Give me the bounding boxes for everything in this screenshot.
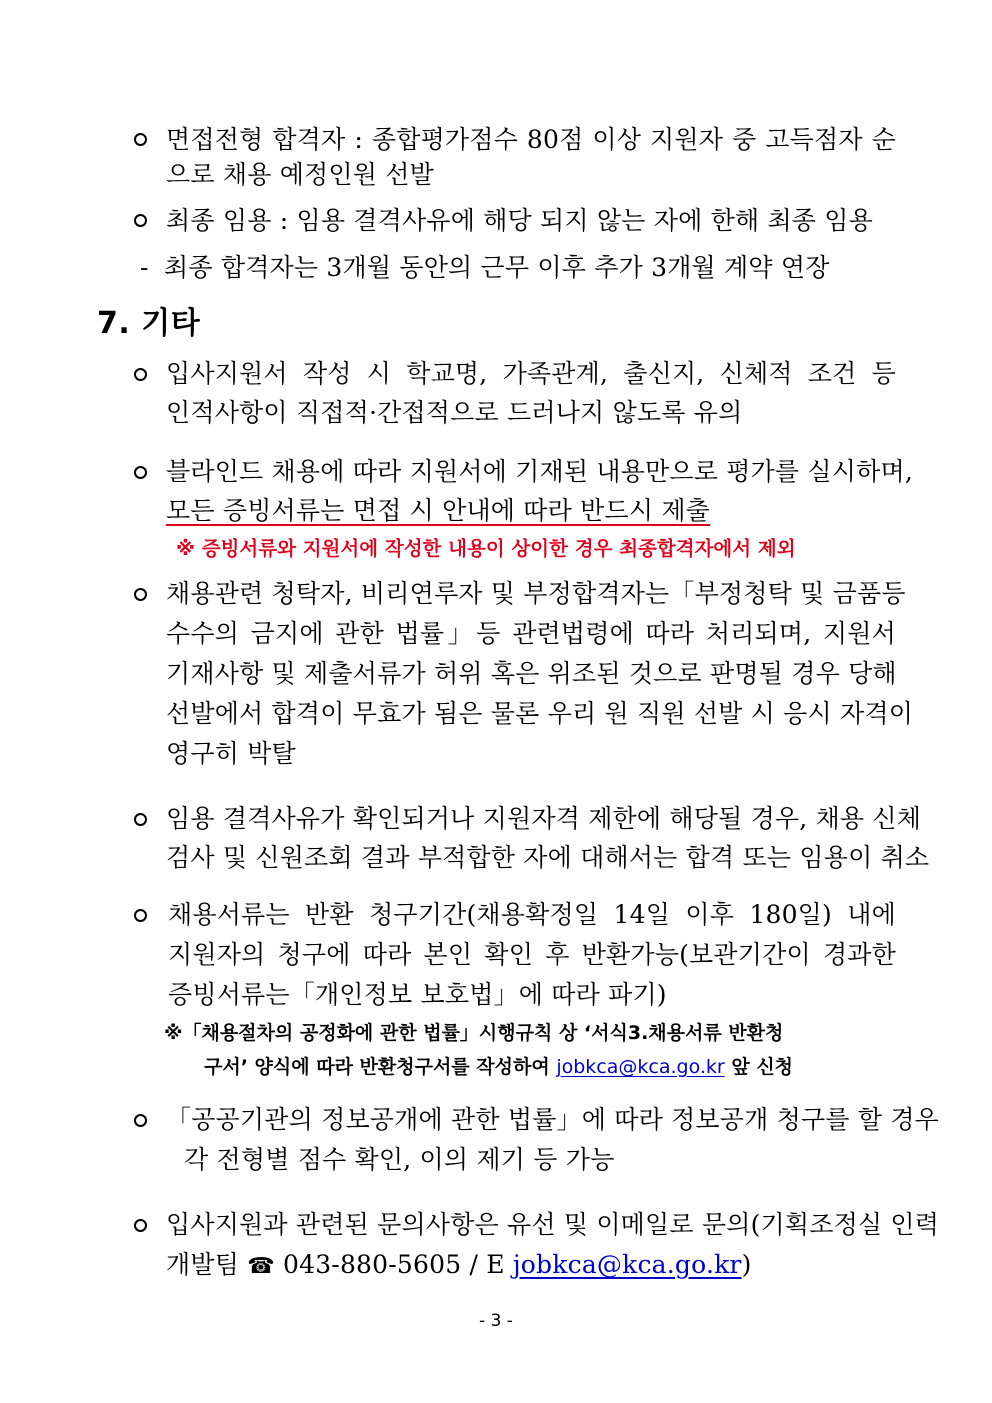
bullet-circle bbox=[134, 588, 147, 601]
item-solicitation-line1: 채용관련 청탁자, 비리연루자 및 부정합격자는「부정청탁 및 금품등 bbox=[166, 579, 906, 608]
item-solicitation-line2: 수수의 금지에 관한 법률」등 관련법령에 따라 처리되며, 지원서 bbox=[166, 619, 896, 648]
item-application-line1: 입사지원서 작성 시 학교명, 가족관계, 출신지, 신체적 조건 등 bbox=[166, 359, 896, 388]
dash-marker: - bbox=[140, 253, 149, 282]
bullet-circle bbox=[134, 368, 147, 381]
bullet-circle bbox=[134, 813, 147, 826]
item-solicitation-line5: 영구히 박탈 bbox=[166, 739, 296, 768]
phone-and-email-label: 043-880-5605 / E bbox=[282, 1250, 505, 1279]
bullet-circle bbox=[134, 214, 147, 227]
bullet-circle bbox=[134, 133, 147, 146]
return-note-line2 bbox=[204, 1053, 793, 1081]
page-number: - 3 - bbox=[479, 1311, 513, 1331]
phone-icon: ☎ bbox=[247, 1254, 275, 1279]
red-warning-note: ※ 증빙서류와 지원서에 작성한 내용이 상이한 경우 최종합격자에서 제외 bbox=[176, 537, 796, 560]
bullet-circle bbox=[134, 909, 147, 922]
item-interview-pass-line2: 으로 채용 예정인원 선발 bbox=[166, 160, 434, 189]
email-link[interactable]: jobkca@kca.go.kr bbox=[556, 1056, 725, 1078]
item-interview-pass-line1: 면접전형 합격자 : 종합평가점수 80점 이상 지원자 중 고득점자 순 bbox=[166, 125, 896, 154]
item-document-return-line3: 증빙서류는「개인정보 보호법」에 따라 파기) bbox=[168, 980, 667, 1009]
item-blind-hiring-line2 bbox=[166, 494, 710, 528]
item-disqualification-line2: 검사 및 신원조회 결과 부적합한 자에 대해서는 합격 또는 임용이 취소 bbox=[166, 843, 930, 872]
return-note-text: 구서’ 양식에 따라 반환청구서를 작성하여 bbox=[204, 1056, 550, 1078]
item-info-disclosure-line2: 각 전형별 점수 확인, 이의 제기 등 가능 bbox=[184, 1145, 615, 1174]
item-application-line2: 인적사항이 직접적·간접적으로 드러나지 않도록 유의 bbox=[166, 398, 743, 427]
item-disqualification-line1: 임용 결격사유가 확인되거나 지원자격 제한에 해당될 경우, 채용 신체 bbox=[166, 804, 922, 833]
underlined-requirement: 모든 증빙서류는 면접 시 안내에 따라 반드시 제출 bbox=[166, 496, 711, 525]
bullet-circle bbox=[134, 1114, 147, 1127]
return-note-line1: ※「채용절차의 공정화에 관한 법률」시행규칙 상 ‘서식3.채용서류 반환청 bbox=[164, 1022, 784, 1044]
item-document-return-line2: 지원자의 청구에 따라 본인 확인 후 반환가능(보관기간이 경과한 bbox=[168, 940, 896, 969]
inquiry-team: 개발팀 bbox=[166, 1250, 240, 1279]
item-blind-hiring-line1: 블라인드 채용에 따라 지원서에 기재된 내용만으로 평가를 실시하며, bbox=[166, 457, 913, 486]
bullet-circle bbox=[134, 1219, 147, 1232]
item-inquiry-line1: 입사지원과 관련된 문의사항은 유선 및 이메일로 문의(기획조정실 인력 bbox=[166, 1210, 940, 1239]
item-inquiry-line2 bbox=[166, 1248, 752, 1284]
closing-paren: ) bbox=[741, 1250, 752, 1279]
item-solicitation-line4: 선발에서 합격이 무효가 됨은 물론 우리 원 직원 선발 시 응시 자격이 bbox=[166, 699, 914, 728]
bullet-circle bbox=[134, 466, 147, 479]
email-link[interactable]: jobkca@kca.go.kr bbox=[512, 1250, 742, 1279]
item-final-appointment: 최종 임용 : 임용 결격사유에 해당 되지 않는 자에 한해 최종 임용 bbox=[166, 206, 873, 235]
section-heading: 7. 기타 bbox=[97, 306, 201, 341]
item-document-return-line1: 채용서류는 반환 청구기간(채용확정일 14일 이후 180일) 내에 bbox=[168, 900, 896, 929]
sub-item-contract-extension: 최종 합격자는 3개월 동안의 근무 이후 추가 3개월 계약 연장 bbox=[164, 253, 830, 282]
item-info-disclosure-line1: 「공공기관의 정보공개에 관한 법률」에 따라 정보공개 청구를 할 경우 bbox=[166, 1105, 940, 1134]
return-note-suffix: 앞 신청 bbox=[731, 1056, 794, 1078]
item-solicitation-line3: 기재사항 및 제출서류가 허위 혹은 위조된 것으로 판명될 경우 당해 bbox=[166, 659, 897, 688]
